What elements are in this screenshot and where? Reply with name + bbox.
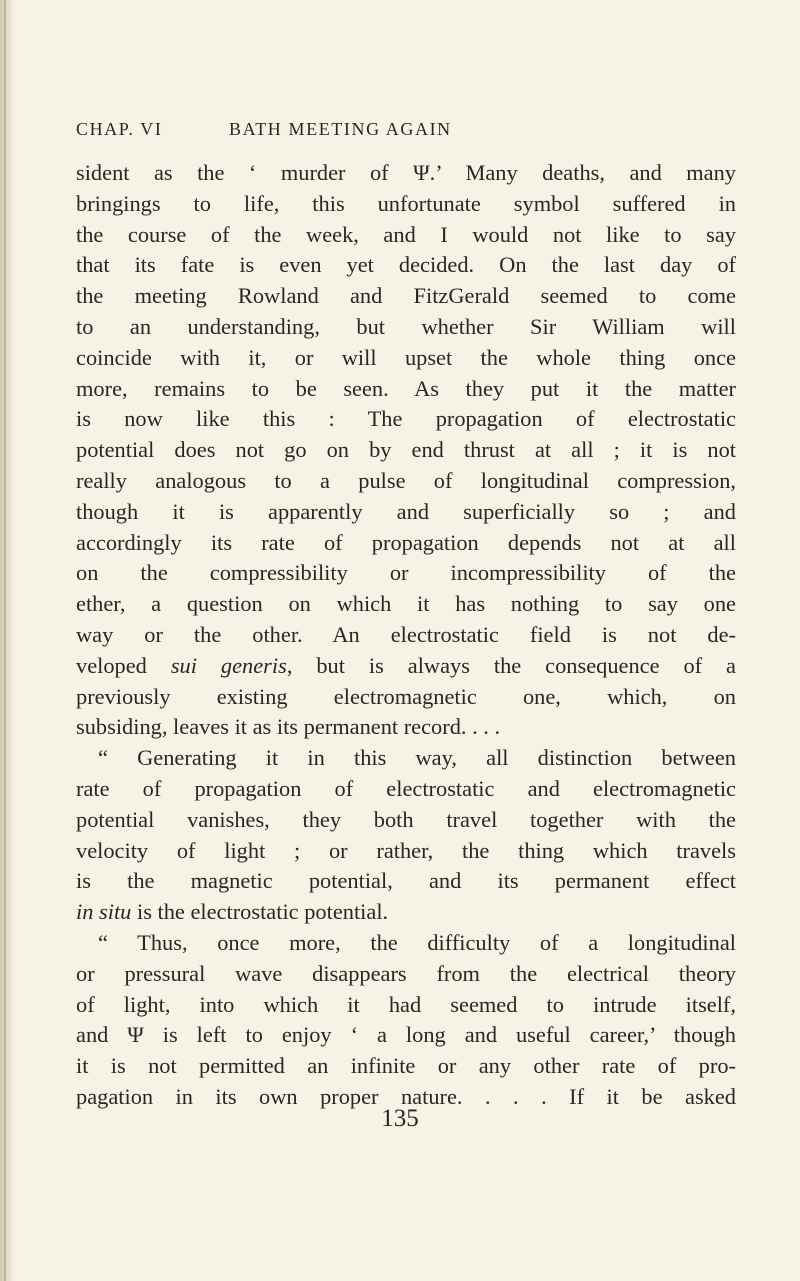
text-line: ether, a question on which it has nothing to say one	[76, 591, 736, 617]
italic-phrase: sui generis	[170, 652, 287, 678]
text-line: on the compressibility or incompressibility of the	[76, 560, 736, 586]
text-segment: , but is always the consequence of a	[286, 652, 736, 678]
text-line: pagation in its own proper nature. . . . If it be asked	[76, 1083, 736, 1109]
text-line: potential does not go on by end thrust at all ; it is not	[76, 437, 736, 463]
text-line: it is not permitted an infinite or any other rate of pro-	[76, 1053, 736, 1079]
text-line: the course of the week, and I would not like to say	[76, 221, 736, 247]
text-line: or pressural wave disappears from the electrical theory	[76, 960, 736, 986]
text-line: way or the other. An electrostatic field is not de-	[76, 621, 736, 647]
text-line: really analogous to a pulse of longitudinal compression,	[76, 467, 736, 493]
text-line: subsiding, leaves it as its permanent record. . . .	[76, 714, 501, 740]
binding-edge-line	[4, 0, 6, 1281]
text-line: of light, into which it had seemed to intrude itself,	[76, 991, 736, 1017]
running-head	[76, 119, 736, 143]
text-line: and Ψ is left to enjoy ‘ a long and useful career,’ though	[76, 1022, 736, 1048]
text-line: is now like this : The propagation of electrostatic	[76, 406, 736, 432]
text-line	[76, 897, 736, 928]
page-number: 135	[381, 1105, 419, 1132]
italic-phrase: in situ	[76, 899, 132, 925]
chapter-label: CHAP. VI	[76, 119, 163, 139]
text-segment: is the electrostatic potential.	[131, 899, 389, 925]
text-line: the meeting Rowland and FitzGerald seemed to come	[76, 283, 736, 309]
text-line: though it is apparently and superficially so ; and	[76, 498, 736, 524]
text-line: rate of propagation of electrostatic and electromagnetic	[76, 775, 736, 801]
text-line: coincide with it, or will upset the whole thing once	[76, 344, 736, 370]
binding-gutter	[0, 0, 14, 1281]
text-line: accordingly its rate of propagation depends not at all	[76, 529, 736, 555]
text-segment: veloped	[76, 652, 171, 678]
text-line: more, remains to be seen. As they put it the matter	[76, 375, 736, 401]
text-line: bringings to life, this unfortunate symbol suffered in	[76, 190, 736, 216]
body-text	[76, 158, 736, 1113]
text-line: potential vanishes, they both travel together with the	[76, 806, 736, 832]
chapter-title: BATH MEETING AGAIN	[229, 119, 452, 139]
text-line: is the magnetic potential, and its permanent effect	[76, 868, 736, 894]
text-line: “ Generating it in this way, all distinction between	[98, 745, 736, 771]
text-line: previously existing electromagnetic one, which, on	[76, 683, 736, 709]
text-line: velocity of light ; or rather, the thing which travels	[76, 837, 736, 863]
text-line: to an understanding, but whether Sir William will	[76, 313, 736, 339]
text-line	[76, 651, 736, 682]
text-line: that its fate is even yet decided. On the last day of	[76, 252, 736, 278]
text-line: sident as the ‘ murder of Ψ.’ Many deaths, and many	[76, 160, 736, 185]
text-line: “ Thus, once more, the difficulty of a longitudinal	[98, 929, 736, 955]
